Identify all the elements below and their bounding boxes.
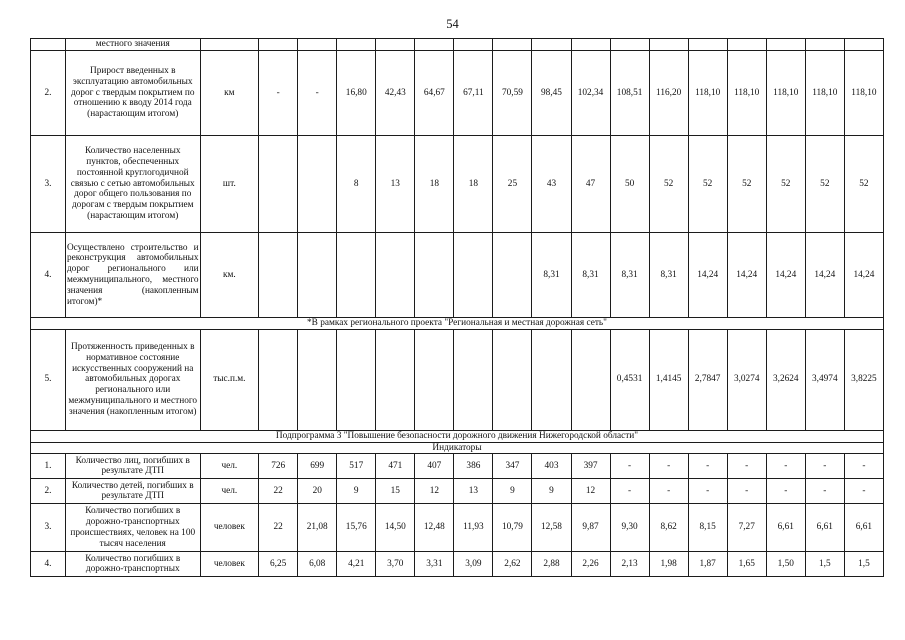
value-cell: -: [766, 479, 805, 504]
value-cell: 118,10: [727, 51, 766, 136]
value-cell: 15: [376, 479, 415, 504]
value-cell: 3,31: [415, 552, 454, 577]
value-cell: 6,61: [844, 504, 883, 552]
value-cell: 9,30: [610, 504, 649, 552]
value-cell: [415, 329, 454, 430]
row-unit: шт.: [200, 136, 259, 233]
value-cell: [298, 329, 337, 430]
value-cell: 2,62: [493, 552, 532, 577]
value-cell: 6,25: [259, 552, 298, 577]
value-cell: 9: [532, 479, 571, 504]
value-cell: 1,87: [688, 552, 727, 577]
value-cell: 18: [454, 136, 493, 233]
value-cell: 22: [259, 479, 298, 504]
row-name: Прирост введенных в эксплуатацию автомобильных дорог с твердым покрытием по отношению к вводу 2014 года (нарастающим итогом): [65, 51, 200, 136]
value-cell: 102,34: [571, 51, 610, 136]
row-number: 3.: [31, 136, 66, 233]
value-cell: 1,65: [727, 552, 766, 577]
value-cell: 7,27: [727, 504, 766, 552]
row-unit: человек: [200, 552, 259, 577]
row-number: 4.: [31, 233, 66, 318]
value-cell: 9,87: [571, 504, 610, 552]
value-cell: 50: [610, 136, 649, 233]
value-cell: 13: [454, 479, 493, 504]
value-cell: 14,24: [688, 233, 727, 318]
value-cell: -: [298, 51, 337, 136]
value-cell: 8,15: [688, 504, 727, 552]
row-unit: человек: [200, 504, 259, 552]
value-cell: 118,10: [844, 51, 883, 136]
row-name: местного значения: [65, 39, 200, 51]
value-cell: 6,08: [298, 552, 337, 577]
row-number: 4.: [31, 552, 66, 577]
value-cell: [259, 233, 298, 318]
value-cell: 3,4974: [805, 329, 844, 430]
value-cell: 8,31: [571, 233, 610, 318]
row-name: Количество погибших в дорожно-транспортных происшествиях, человек на 100 тысяч населения: [65, 504, 200, 552]
value-cell: -: [727, 454, 766, 479]
value-cell: 3,09: [454, 552, 493, 577]
value-cell: 43: [532, 136, 571, 233]
value-cell: 1,5: [844, 552, 883, 577]
indicators-header-row: [31, 442, 884, 454]
value-cell: 1,4145: [649, 329, 688, 430]
value-cell: 118,10: [805, 51, 844, 136]
value-cell: 6,61: [766, 504, 805, 552]
value-cell: 14,24: [805, 233, 844, 318]
row-name: Количество детей, погибших в результате ДТП: [65, 479, 200, 504]
table-row: [31, 504, 884, 552]
value-cell: 67,11: [454, 51, 493, 136]
value-cell: 11,93: [454, 504, 493, 552]
row-unit: чел.: [200, 454, 259, 479]
value-cell: 3,2624: [766, 329, 805, 430]
table-row: [31, 454, 884, 479]
row-name: Количество населенных пунктов, обеспеченных постоянной круглогодичной связью с сетью автомобильных дорог общего пользования по дорогам с твердым покрытием (нарастающим итогом): [65, 136, 200, 233]
value-cell: -: [649, 479, 688, 504]
value-cell: 14,24: [766, 233, 805, 318]
value-cell: 6,61: [805, 504, 844, 552]
value-cell: 98,45: [532, 51, 571, 136]
row-unit: [200, 39, 259, 51]
value-cell: -: [805, 479, 844, 504]
value-cell: -: [727, 479, 766, 504]
row-name: Осуществлено строительство и реконструкция автомобильных дорог регионального или межмуниципального, местного значения (накопленным итогом)*: [65, 233, 200, 318]
value-cell: 12,48: [415, 504, 454, 552]
value-cell: [298, 136, 337, 233]
value-cell: 2,7847: [688, 329, 727, 430]
value-cell: 52: [649, 136, 688, 233]
value-cell: [337, 233, 376, 318]
value-cell: 1,50: [766, 552, 805, 577]
value-cell: [454, 329, 493, 430]
row-unit: тыс.п.м.: [200, 329, 259, 430]
value-cell: 14,50: [376, 504, 415, 552]
value-cell: 108,51: [610, 51, 649, 136]
value-cell: 12: [415, 479, 454, 504]
indicators-table-wrapper: [30, 38, 884, 577]
value-cell: 8,31: [649, 233, 688, 318]
value-cell: -: [766, 454, 805, 479]
value-cell: 10,79: [493, 504, 532, 552]
value-cell: 8,62: [649, 504, 688, 552]
row-number: 5.: [31, 329, 66, 430]
value-cell: 699: [298, 454, 337, 479]
value-cell: [493, 233, 532, 318]
row-name: Количество лиц, погибших в результате ДТП: [65, 454, 200, 479]
value-cell: 47: [571, 136, 610, 233]
value-cell: [298, 233, 337, 318]
page-number: 54: [446, 17, 459, 31]
value-cell: -: [688, 479, 727, 504]
value-cell: 52: [727, 136, 766, 233]
value-cell: [259, 329, 298, 430]
value-cell: 22: [259, 504, 298, 552]
value-cell: 21,08: [298, 504, 337, 552]
table-row: [31, 233, 884, 318]
value-cell: [532, 329, 571, 430]
row-number: 1.: [31, 454, 66, 479]
value-cell: 347: [493, 454, 532, 479]
value-cell: -: [805, 454, 844, 479]
value-cell: 118,10: [688, 51, 727, 136]
footnote-row: [31, 318, 884, 330]
row-number: 3.: [31, 504, 66, 552]
value-cell: 386: [454, 454, 493, 479]
value-cell: 52: [844, 136, 883, 233]
subprogram-title: Подпрограмма 3 "Повышение безопасности дорожного движения Нижегородской области": [31, 430, 884, 442]
value-cell: 64,67: [415, 51, 454, 136]
value-cell: 3,0274: [727, 329, 766, 430]
row-number: 2.: [31, 51, 66, 136]
row-unit: км.: [200, 233, 259, 318]
value-cell: 8,31: [532, 233, 571, 318]
value-cell: 726: [259, 454, 298, 479]
row-number: [31, 39, 66, 51]
value-cell: 20: [298, 479, 337, 504]
value-cell: -: [259, 51, 298, 136]
table-row: [31, 552, 884, 577]
value-cell: [376, 233, 415, 318]
value-cell: [493, 329, 532, 430]
value-cell: 16,80: [337, 51, 376, 136]
value-cell: 18: [415, 136, 454, 233]
value-cell: [415, 233, 454, 318]
value-cell: 3,8225: [844, 329, 883, 430]
value-cell: [571, 329, 610, 430]
value-cell: 1,98: [649, 552, 688, 577]
table-row-continuation: [31, 39, 884, 51]
value-cell: -: [844, 454, 883, 479]
value-cell: 8,31: [610, 233, 649, 318]
value-cell: 42,43: [376, 51, 415, 136]
value-cell: 70,59: [493, 51, 532, 136]
table-row: [31, 51, 884, 136]
value-cell: 2,88: [532, 552, 571, 577]
value-cell: -: [610, 454, 649, 479]
value-cell: 3,70: [376, 552, 415, 577]
row-name: Количество погибших в дорожно-транспортных: [65, 552, 200, 577]
value-cell: 9: [493, 479, 532, 504]
value-cell: [259, 136, 298, 233]
row-number: 2.: [31, 479, 66, 504]
value-cell: 397: [571, 454, 610, 479]
value-cell: 407: [415, 454, 454, 479]
value-cell: -: [649, 454, 688, 479]
value-cell: 13: [376, 136, 415, 233]
value-cell: 15,76: [337, 504, 376, 552]
value-cell: 4,21: [337, 552, 376, 577]
indicators-table: [30, 38, 884, 577]
value-cell: 52: [766, 136, 805, 233]
value-cell: 471: [376, 454, 415, 479]
value-cell: 403: [532, 454, 571, 479]
value-cell: [337, 329, 376, 430]
value-cell: 25: [493, 136, 532, 233]
value-cell: 116,20: [649, 51, 688, 136]
row-name: Протяженность приведенных в нормативное состояние искусственных сооружений на автомобильных дорогах регионального или межмуниципального и местного значения (накопленным итогом): [65, 329, 200, 430]
value-cell: -: [844, 479, 883, 504]
value-cell: 52: [805, 136, 844, 233]
subprogram-row: [31, 430, 884, 442]
value-cell: 12,58: [532, 504, 571, 552]
value-cell: 1,5: [805, 552, 844, 577]
value-cell: -: [688, 454, 727, 479]
value-cell: 14,24: [727, 233, 766, 318]
value-cell: -: [610, 479, 649, 504]
value-cell: 12: [571, 479, 610, 504]
value-cell: 118,10: [766, 51, 805, 136]
value-cell: 2,26: [571, 552, 610, 577]
value-cell: 8: [337, 136, 376, 233]
value-cell: 0,4531: [610, 329, 649, 430]
indicators-heading: Индикаторы: [31, 442, 884, 454]
table-row: [31, 329, 884, 430]
value-cell: 9: [337, 479, 376, 504]
row-unit: чел.: [200, 479, 259, 504]
value-cell: [376, 329, 415, 430]
value-cell: 2,13: [610, 552, 649, 577]
table-row: [31, 479, 884, 504]
value-cell: 52: [688, 136, 727, 233]
value-cell: 517: [337, 454, 376, 479]
row-unit: км: [200, 51, 259, 136]
table-row: [31, 136, 884, 233]
value-cell: [454, 233, 493, 318]
value-cell: 14,24: [844, 233, 883, 318]
footnote-text: *В рамках регионального проекта "Региональная и местная дорожная сеть": [31, 318, 884, 330]
